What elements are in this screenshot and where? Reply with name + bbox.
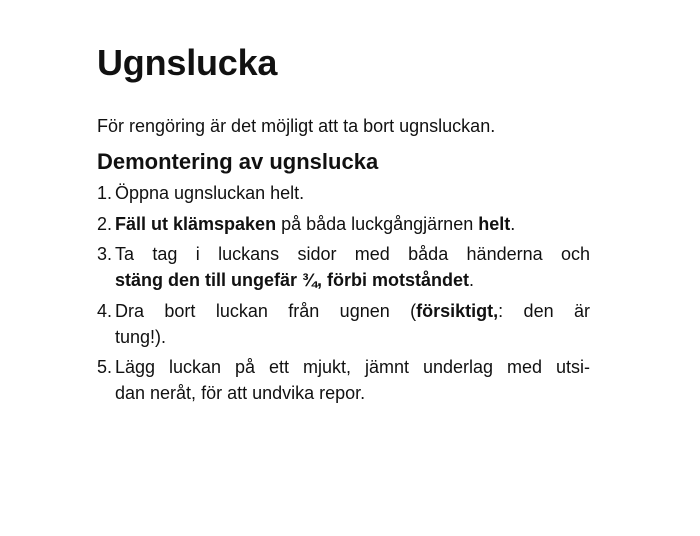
step-text: Dra bort luckan från ugnen (: [115, 300, 417, 321]
step-number: 1.: [97, 183, 113, 203]
step-text-bold: Fäll ut klämspaken: [115, 213, 277, 234]
list-item: [97, 354, 590, 406]
step-text: på båda luckgångjärnen: [276, 213, 479, 234]
step-line: [115, 267, 590, 293]
section-heading: Demontering av ugnslucka: [97, 149, 379, 174]
page-title: Ugnslucka: [97, 42, 278, 83]
step-line: [115, 298, 590, 324]
step-line: dan neråt, för att undvika repor.: [115, 383, 366, 403]
list-item: [97, 241, 590, 293]
step-line: [115, 211, 590, 237]
list-item: [97, 180, 590, 206]
list-item: [97, 298, 590, 350]
list-item: [97, 211, 590, 237]
step-number: 4.: [97, 300, 113, 321]
step-line: tung!).: [115, 326, 167, 347]
step-text: : den är: [498, 300, 590, 321]
step-text: .: [510, 213, 516, 234]
step-text: Öppna ugnsluckan helt.: [115, 183, 305, 203]
step-text-bold: försiktigt,: [416, 300, 499, 321]
step-text: .: [469, 270, 475, 290]
step-line: Lägg luckan på ett mjukt, jämnt underlag med utsi-: [115, 357, 590, 377]
intro-text: För rengöring är det möjligt att ta bort ugnsluckan.: [97, 116, 496, 136]
step-text-bold: helt: [478, 213, 511, 234]
step-number: 3.: [97, 244, 113, 264]
steps-list: [97, 180, 590, 411]
step-text-bold: stäng den till ungefär ¾, förbi motståndet: [115, 270, 470, 290]
step-line: Ta tag i luckans sidor med båda händerna och: [115, 244, 590, 264]
step-number: 5.: [97, 357, 113, 377]
step-number: 2.: [97, 213, 113, 234]
step-line: [115, 180, 590, 206]
